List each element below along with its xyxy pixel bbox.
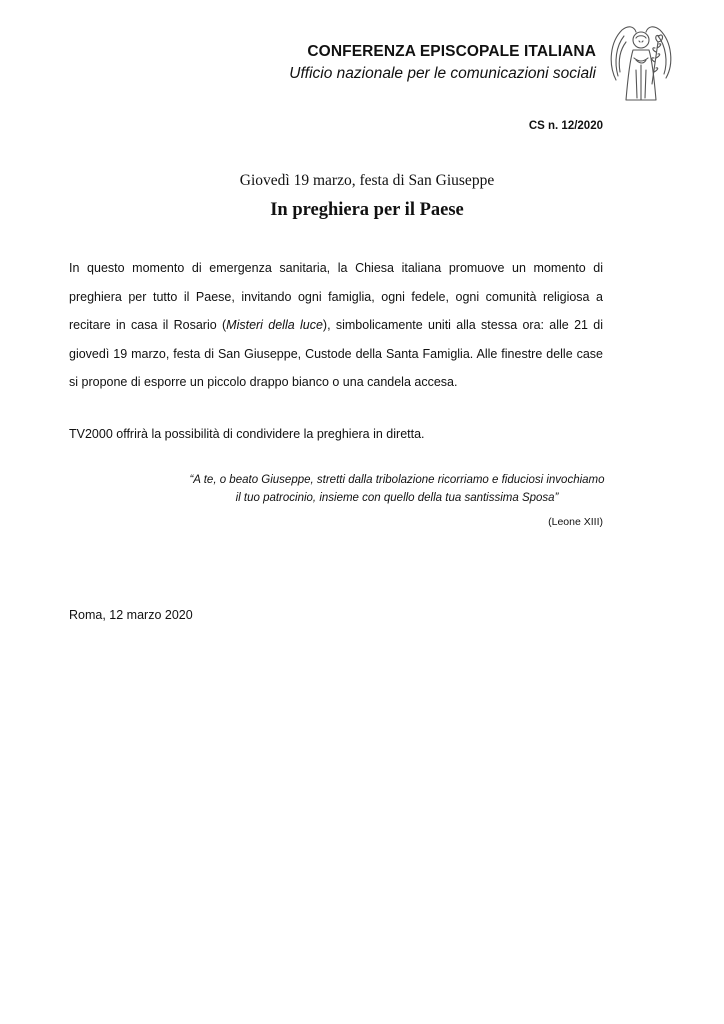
quote-line-2: il tuo patrocinio, insieme con quello della tua santissima Sposa” — [235, 492, 559, 504]
document-title: In preghiera per il Paese — [270, 200, 464, 220]
p1-italic-text: Misteri della luce — [226, 318, 323, 332]
quote-author: (Leone XIII) — [548, 516, 603, 528]
office-name: Ufficio nazionale per le comunicazioni sociali — [289, 65, 596, 82]
place-date: Roma, 12 marzo 2020 — [69, 608, 193, 622]
p1-text-end: ), simbolicamente uniti alla stessa ora: alle 21 di giovedì 19 marzo, festa di San Giuseppe, Custode della Santa Famiglia. Alle finestre delle case si propone di esporre un piccolo drappo bianco o una candela accesa. — [69, 318, 604, 389]
letterhead — [289, 42, 596, 84]
document-subtitle: Giovedì 19 marzo, festa di San Giuseppe — [239, 172, 495, 189]
body-paragraph-2: TV2000 offrirà la possibilità di condividere la preghiera in diretta. — [69, 427, 425, 441]
p1-text-start: In questo momento di emergenza sanitaria, la Chiesa italiana promuove un momento di preghiera per tutto il Paese, invitando ogni famiglia, ogni fedele, ogni comunità religiosa a recitare in casa il Rosario ( — [69, 261, 603, 332]
angel-logo-icon — [606, 20, 676, 106]
document-number: CS n. 12/2020 — [528, 120, 603, 132]
quote-line-1: “A te, o beato Giuseppe, stretti dalla tribolazione ricorriamo e fiduciosi invochiamo — [189, 474, 605, 486]
quote-block — [0, 471, 724, 507]
body-paragraph-1 — [69, 254, 603, 397]
organization-name: CONFERENZA EPISCOPALE ITALIANA — [307, 43, 596, 60]
